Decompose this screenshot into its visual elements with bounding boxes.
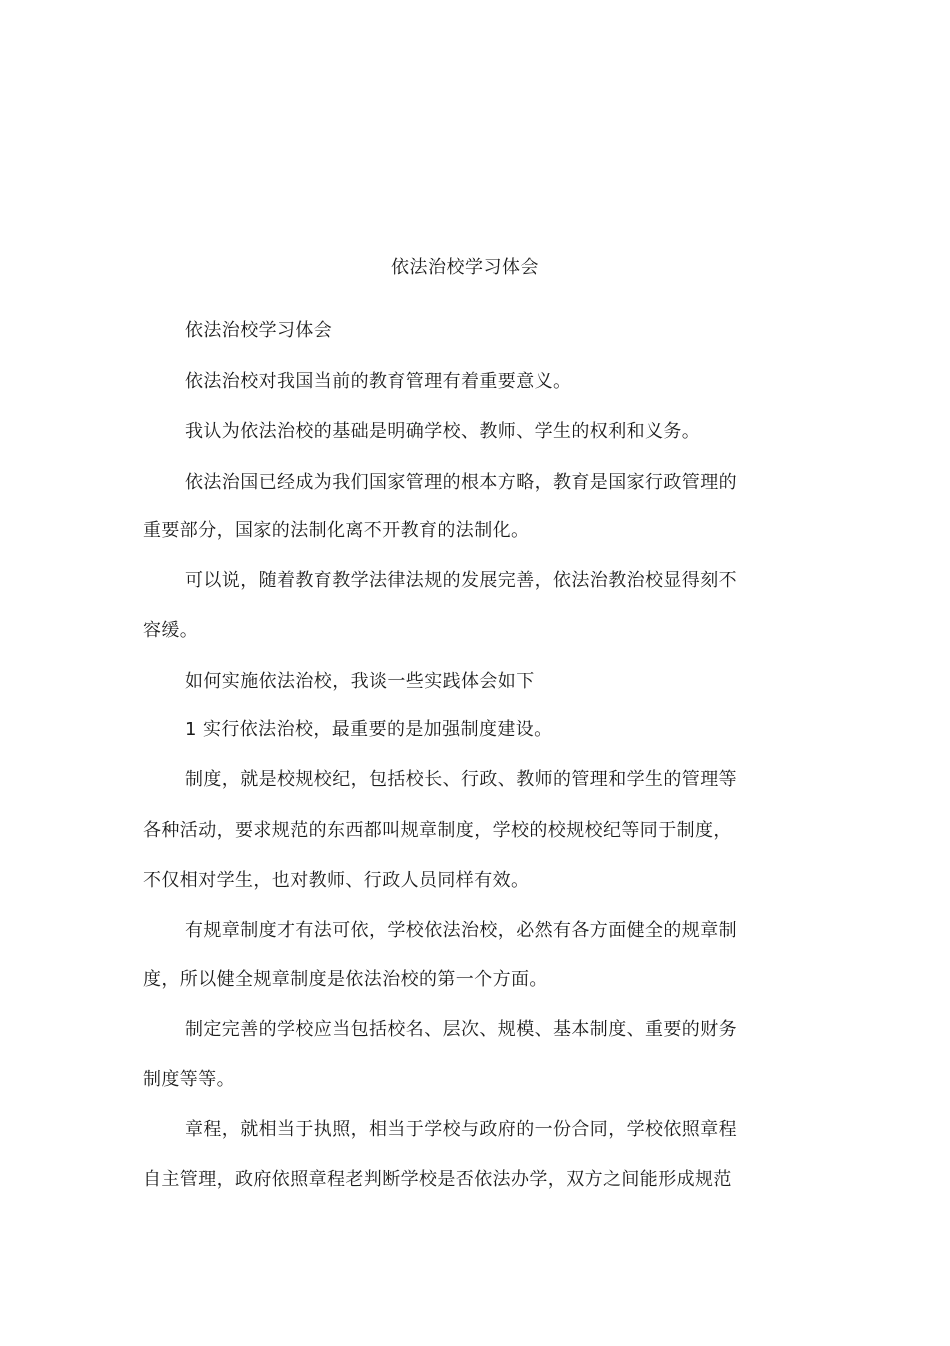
paragraph-line: 重要部分，国家的法制化离不开教育的法制化。 (143, 520, 530, 541)
paragraph-line: 依法治校对我国当前的教育管理有着重要意义。 (185, 371, 572, 392)
paragraph-line: 可以说，随着教育教学法律法规的发展完善，依法治教治校显得刻不 (185, 570, 737, 591)
paragraph-line: 各种活动，要求规范的东西都叫规章制度，学校的校规校纪等同于制度， (143, 820, 732, 841)
paragraph-line: 依法治国已经成为我们国家管理的根本方略，教育是国家行政管理的 (185, 472, 737, 493)
paragraph-line: 度，所以健全规章制度是依法治校的第一个方面。 (143, 969, 548, 990)
paragraph-line: 不仅相对学生，也对教师、行政人员同样有效。 (143, 870, 530, 891)
paragraph-line: 容缓。 (143, 620, 199, 641)
paragraph-line: 依法治校学习体会 (185, 320, 333, 341)
paragraph-line: 我认为依法治校的基础是明确学校、教师、学生的权利和义务。 (185, 421, 701, 442)
document-title: 依法治校学习体会 (391, 257, 539, 278)
paragraph-line: 制定完善的学校应当包括校名、层次、规模、基本制度、重要的财务 (185, 1019, 737, 1040)
paragraph-line: 如何实施依法治校，我谈一些实践体会如下 (185, 671, 535, 692)
paragraph-line: 1 实行依法治校，最重要的是加强制度建设。 (185, 719, 553, 740)
paragraph-line: 章程，就相当于执照，相当于学校与政府的一份合同，学校依照章程 (185, 1119, 737, 1140)
paragraph-line: 制度，就是校规校纪，包括校长、行政、教师的管理和学生的管理等 (185, 769, 737, 790)
paragraph-line: 自主管理，政府依照章程老判断学校是否依法办学，双方之间能形成规范 (143, 1169, 732, 1190)
paragraph-line: 制度等等。 (143, 1069, 235, 1090)
paragraph-line: 有规章制度才有法可依，学校依法治校，必然有各方面健全的规章制 (185, 920, 737, 941)
